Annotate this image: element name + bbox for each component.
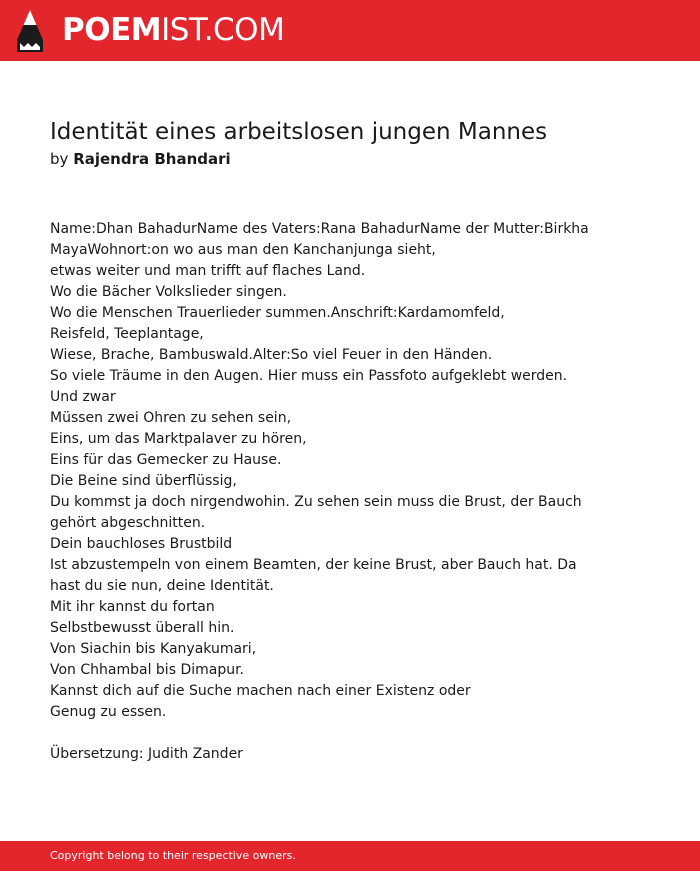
poem-line: Von Siachin bis Kanyakumari, [50,641,257,657]
by-label: by [50,150,69,168]
poem-title: Identität eines arbeitslosen jungen Mannes [50,119,548,145]
site-logo[interactable] [62,12,284,48]
poem-line: Von Chhambal bis Dimapur. [50,662,245,678]
poem-line: Wiese, Brache, Bambuswald.Alter:So viel Feuer in den Händen. [50,347,493,363]
author-name: Rajendra Bhandari [73,150,231,168]
translator-credit: Übersetzung: Judith Zander [50,746,243,762]
poem-line: Mit ihr kannst du fortan [50,599,215,615]
poem-line: Name:Dhan BahadurName des Vaters:Rana BahadurName der Mutter:Birkha [50,221,589,237]
poem-line: Ist abzustempeln von einem Beamten, der keine Brust, aber Bauch hat. Da [50,557,577,573]
site-header [0,0,700,61]
poem-line: Eins, um das Marktpalaver zu hören, [50,431,307,447]
poem-line: Reisfeld, Teeplantage, [50,326,204,342]
copyright-notice: Copyright belong to their respective owners. [50,849,296,862]
logo-bold-part: POEM [62,12,162,48]
poem-line: Und zwar [50,389,116,405]
poem-line: Die Beine sind überflüssig, [50,473,237,489]
poem-body [50,219,610,723]
site-footer [0,841,700,871]
poem-line: Selbstbewusst überall hin. [50,620,235,636]
poem-line: Dein bauchloses Brustbild [50,536,233,552]
poem-line: etwas weiter und man trifft auf flaches Land. [50,263,366,279]
poem-line: Eins für das Gemecker zu Hause. [50,452,282,468]
poem-line: Genug zu essen. [50,704,167,720]
poem-line: Wo die Menschen Trauerlieder summen.Anschrift:Kardamomfeld, [50,305,505,321]
poem-line: MayaWohnort:on wo aus man den Kanchanjunga sieht, [50,242,436,258]
poem-line: gehört abgeschnitten. [50,515,206,531]
poem-line: Wo die Bächer Volkslieder singen. [50,284,287,300]
poem-line: Kannst dich auf die Suche machen nach einer Existenz oder [50,683,471,699]
poem-line: Müssen zwei Ohren zu sehen sein, [50,410,292,426]
logo-light-part: IST.COM [161,12,285,48]
pencil-icon[interactable] [17,10,43,52]
poem-line: hast du sie nun, deine Identität. [50,578,274,594]
poem-line: Du kommst ja doch nirgendwohin. Zu sehen sein muss die Brust, der Bauch [50,494,582,510]
poem-line: So viele Träume in den Augen. Hier muss ein Passfoto aufgeklebt werden. [50,368,568,384]
byline [50,149,231,169]
